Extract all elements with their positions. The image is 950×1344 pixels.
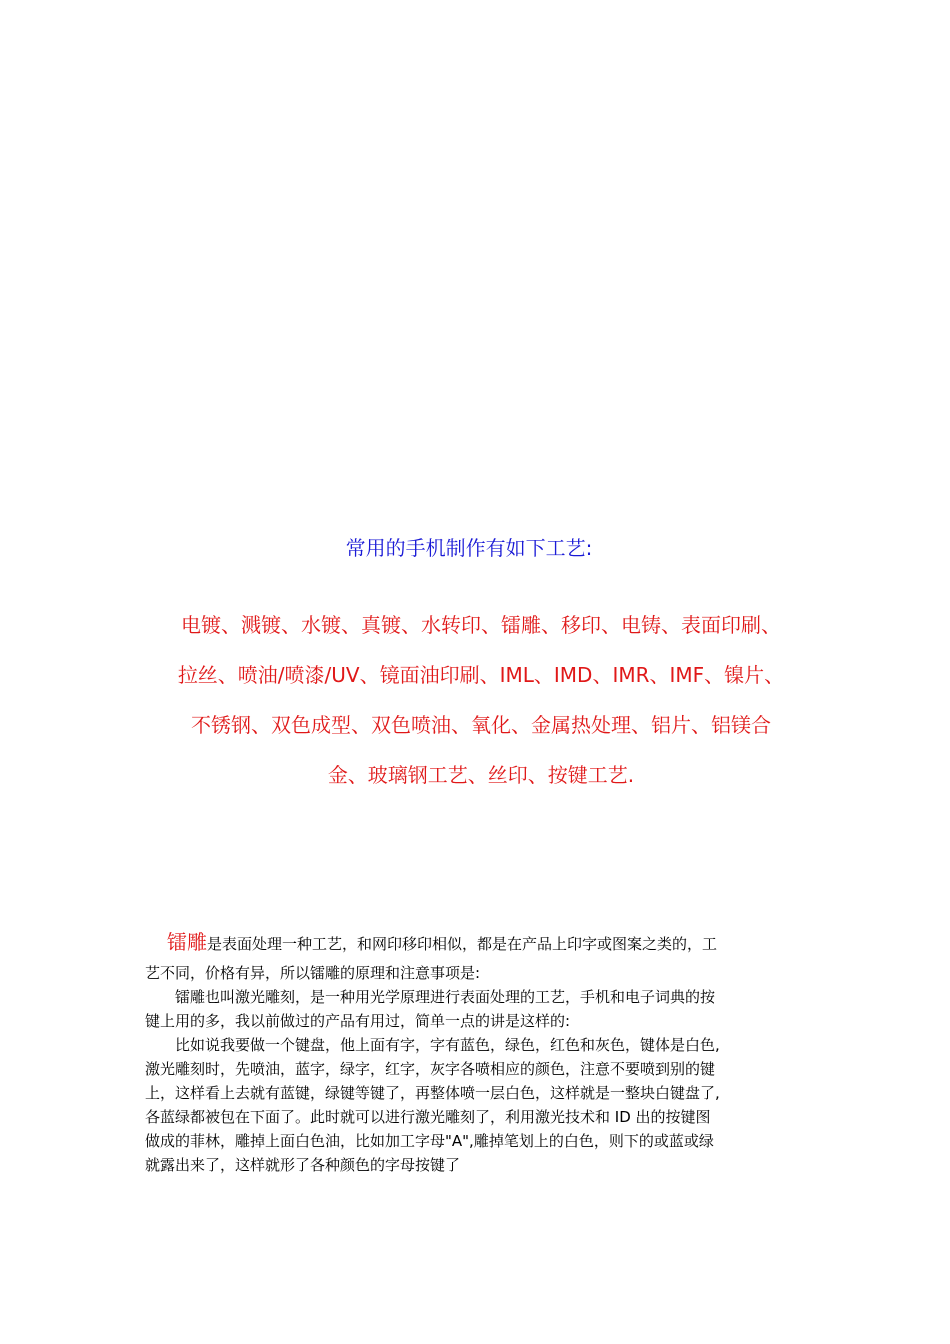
- paragraph-line: 镭雕也叫激光雕刻，是一种用光学原理进行表面处理的工艺，手机和电子词典的按: [175, 988, 716, 1006]
- process-list-line: 电镀、溅镀、水镀、真镀、水转印、镭雕、移印、电铸、表面印刷、: [181, 613, 781, 637]
- intro-line: [145, 925, 830, 961]
- process-list-line: 金、玻璃钢工艺、丝印、按键工艺.: [327, 763, 635, 787]
- body-text: [145, 925, 830, 1177]
- paragraph-line: 比如说我要做一个键盘，他上面有字，字有蓝色，绿色，红色和灰色，键体是白色,: [175, 1036, 720, 1054]
- section-heading: 常用的手机制作有如下工艺:: [345, 536, 593, 560]
- intro-line: 艺不同，价格有异，所以镭雕的原理和注意事项是:: [145, 964, 481, 982]
- process-list-line: 不锈钢、双色成型、双色喷油、氧化、金属热处理、铝片、铝镁合: [191, 713, 771, 737]
- paragraph-line: 就露出来了，这样就形了各种颜色的字母按键了: [145, 1156, 461, 1174]
- process-list-line: 拉丝、喷油/喷漆/UV、镜面油印刷、IML、IMD、IMR、IMF、镍片、: [177, 663, 785, 687]
- paragraph-line: 键上用的多，我以前做过的产品有用过，简单一点的讲是这样的:: [145, 1012, 571, 1030]
- intro-paragraph: [145, 925, 830, 961]
- paragraph-line: 上，这样看上去就有蓝键，绿键等键了，再整体喷一层白色，这样就是一整块白键盘了,: [145, 1084, 720, 1102]
- keyword-laser-engraving: 镭雕: [167, 930, 207, 954]
- paragraph-line: 各蓝绿都被包在下面了。此时就可以进行激光雕刻了，利用激光技术和 ID 出的按键图: [145, 1108, 711, 1126]
- intro-line-text: 是表面处理一种工艺，和网印移印相似，都是在产品上印字或图案之类的，工: [207, 935, 718, 953]
- paragraph-line: 激光雕刻时，先喷油，蓝字，绿字，红字，灰字各喷相应的颜色，注意不要喷到别的键: [145, 1060, 716, 1078]
- paragraph-line: 做成的菲林，雕掉上面白色油，比如加工字母"A",雕掉笔划上的白色，则下的或蓝或绿: [145, 1132, 714, 1150]
- process-list: [0, 600, 950, 800]
